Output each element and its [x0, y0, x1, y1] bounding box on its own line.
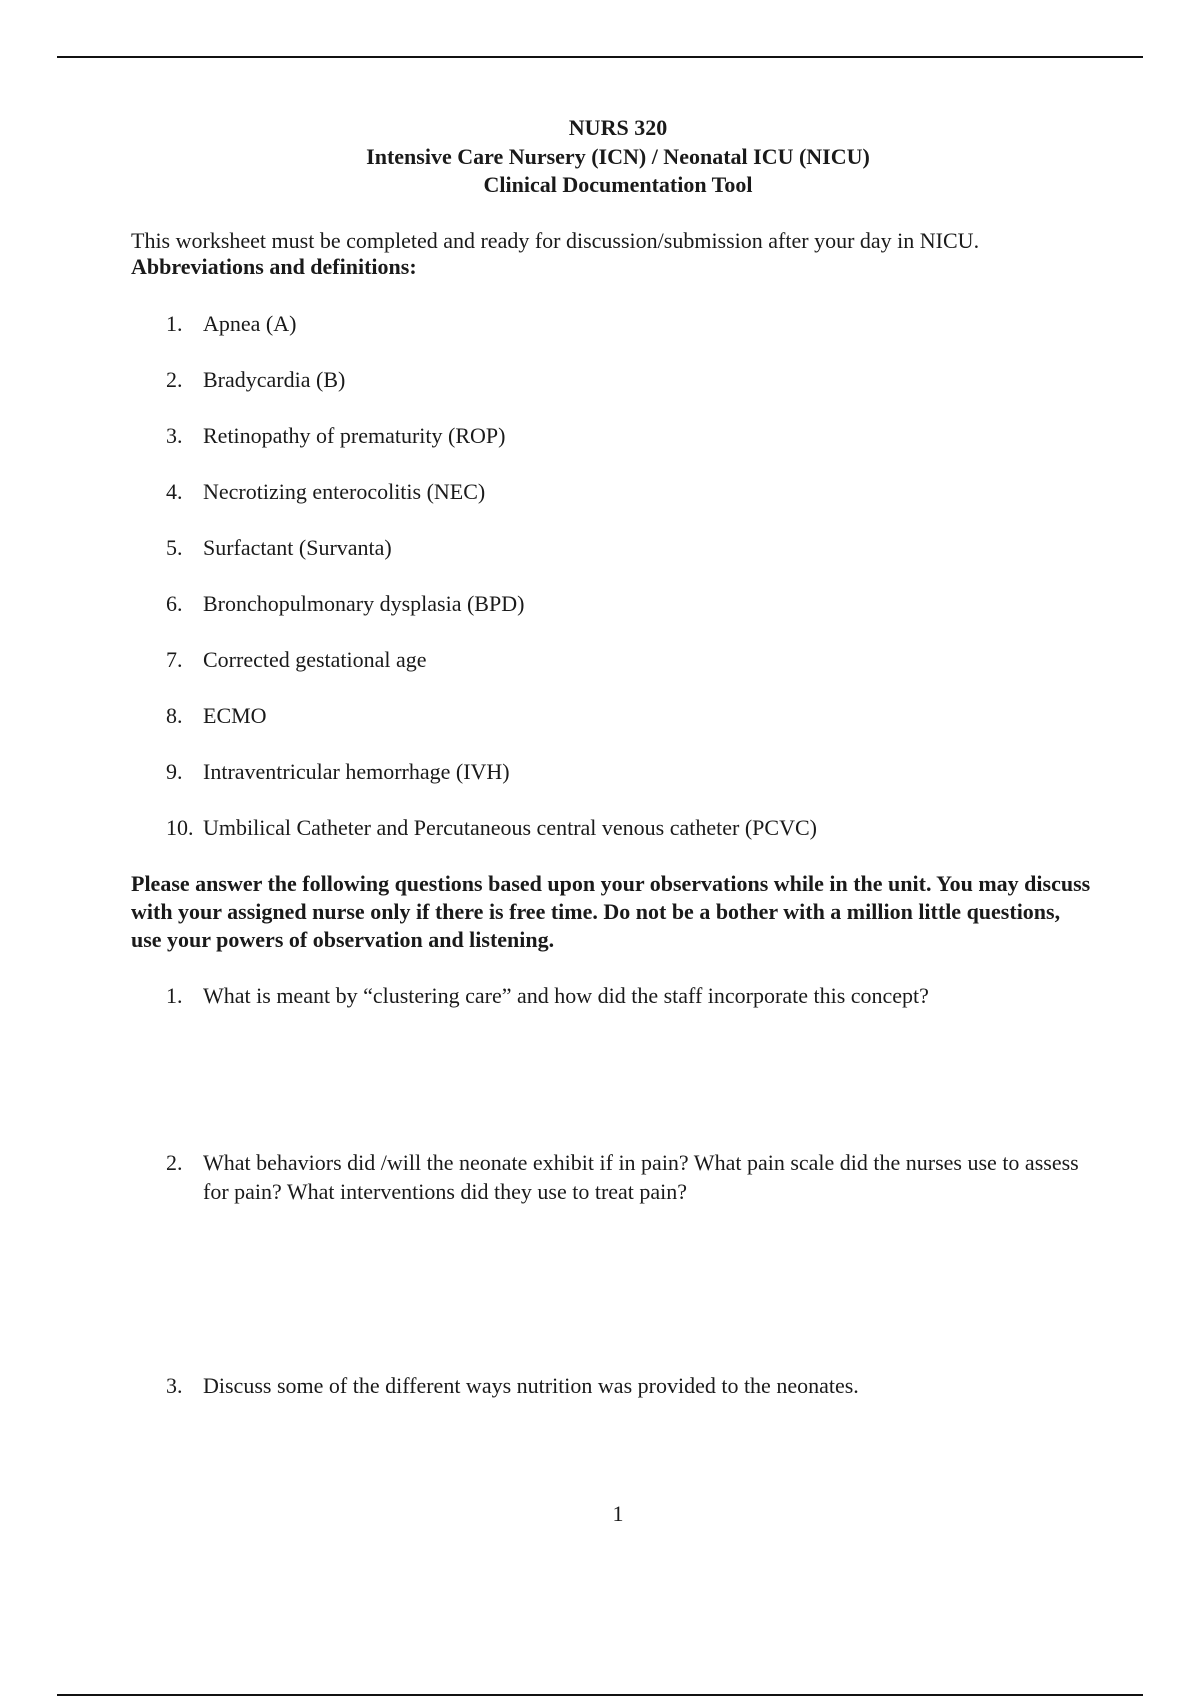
item-number: 10. — [166, 815, 194, 840]
intro-sentence: This worksheet must be completed and ready for discussion/submission after your day in NICU. — [131, 228, 980, 253]
question-number: 2. — [166, 1150, 183, 1175]
item-number: 8. — [166, 703, 183, 728]
question-text: What behaviors did /will the neonate exhibit if in pain? What pain scale did the nurses use to assess for pain? What interventions did they use to treat pain? — [203, 1150, 1079, 1204]
abbreviations-heading: Abbreviations and definitions: — [131, 254, 417, 279]
course-title: NURS 320 — [568, 115, 668, 140]
item-text: ECMO — [203, 703, 267, 728]
item-text: Bronchopulmonary dysplasia (BPD) — [203, 591, 525, 616]
question-number: 3. — [166, 1373, 183, 1398]
item-number: 2. — [166, 367, 183, 392]
intro-block — [131, 228, 979, 280]
bottom-rule — [57, 1694, 1143, 1696]
tool-title: Clinical Documentation Tool — [483, 172, 753, 197]
item-text: Corrected gestational age — [203, 647, 427, 672]
item-number: 7. — [166, 647, 183, 672]
question-text: Discuss some of the different ways nutrition was provided to the neonates. — [203, 1373, 859, 1398]
item-text: Retinopathy of prematurity (ROP) — [203, 423, 506, 448]
instructions-paragraph: Please answer the following questions based upon your observations while in the unit. You may discuss with your assigned nurse only if there is free time. Do not be a bother with a million little questions, use your powers of observation and listening. — [131, 871, 1091, 952]
item-text: Surfactant (Survanta) — [203, 535, 392, 560]
page-number: 1 — [612, 1501, 624, 1526]
item-text: Bradycardia (B) — [203, 367, 346, 392]
item-number: 5. — [166, 535, 183, 560]
item-text: Umbilical Catheter and Percutaneous central venous catheter (PCVC) — [203, 815, 817, 840]
unit-title: Intensive Care Nursery (ICN) / Neonatal ICU (NICU) — [366, 143, 870, 169]
item-text: Intraventricular hemorrhage (IVH) — [203, 759, 510, 784]
question-text: What is meant by “clustering care” and how did the staff incorporate this concept? — [203, 983, 929, 1008]
item-text: Apnea (A) — [203, 311, 297, 336]
item-number: 4. — [166, 479, 183, 504]
document-header — [0, 114, 1200, 200]
item-number: 3. — [166, 423, 183, 448]
item-number: 9. — [166, 759, 183, 784]
item-text: Necrotizing enterocolitis (NEC) — [203, 479, 486, 504]
question-number: 1. — [166, 983, 183, 1008]
item-number: 1. — [166, 311, 183, 336]
top-rule — [57, 56, 1143, 58]
item-number: 6. — [166, 591, 183, 616]
